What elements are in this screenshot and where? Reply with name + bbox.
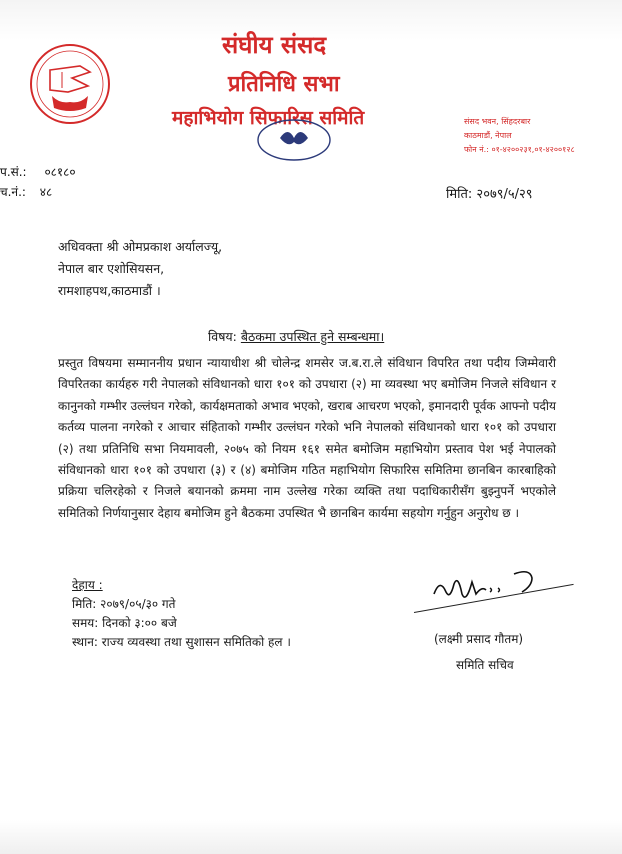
header-house-of-representatives: प्रतिनिधि सभा [228,72,340,97]
emblem-logo [28,42,112,126]
reference-label: प.सं.: [0,165,27,179]
address-city: काठमाडौं, नेपाल [464,131,512,140]
dispatch-number [0,183,52,200]
letter-date: मिति: २०७९/५/२९ [446,187,533,202]
subject-label: विषय: [208,329,237,344]
meeting-date: मिति: २०७९/०५/३० गते [72,597,176,611]
header-federal-parliament: संघीय संसद [222,31,327,59]
dispatch-value: ४८ [39,185,53,199]
recipient-location: रामशाहपथ,काठमाडौं । [58,283,161,298]
meeting-place: स्थान: राज्य व्यवस्था तथा सुशासन समितिको हल । [72,635,291,649]
address-line: संसद भवन, सिंहदरबार [464,117,531,126]
details-heading: देहाय : [72,578,103,592]
recipient-org: नेपाल बार एशोसियसन, [58,261,165,276]
meeting-time: समय: दिनको ३:०० बजे [72,616,177,630]
recipient-name: अधिवक्ता श्री ओमप्रकाश अर्यालज्यू, [58,239,223,254]
header-committee-name: महाभियोग सिफारिस समिति [172,107,365,129]
letter-body: प्रस्तुत विषयमा सम्माननीय प्रधान न्यायाधीश श्री चोलेन्द्र शमसेर ज.ब.रा.ले संविधान विपरित तथा पदीय जिम्मेवारी विपरितका कार्यहरु गरी नेपालको संविधानको धारा १०१ को उपधारा (२) मा व्यवस्था भए बमोजिम निजले संविधान र कानुनको गम्भीर उल्लंघन गरेको, कार्यक्षमताको अभाव भएको, खराब आचरण भएको, इमानदारी पूर्वक आफ्नो पदीय कर्तव्य पालना नगरेको र आचार संहिताको गम्भीर उल्लंघन गरेको भनि नेपालको संविधानको धारा १०१ को उपधारा (२) तथा प्रतिनिधि सभा नियमावली, २०७५ को नियम १६१ समेत बमोजिम महाभियोग प्रस्ताव पेश भई नेपालको संविधानको धारा १०१ को उपधारा (३) र (४) बमोजिम गठित महाभियोग सिफारिस समितिमा छानबिन कारबाहिको प्रक्रिया चलिरहेको र निजले बयानको क्रममा नाम उल्लेख गरेका व्यक्ति तथा पदाधिकारीसँग बुझ्नुपर्ने भएकोले समितिको निर्णयानुसार देहाय बमोजिम हुने बैठकमा उपस्थित भै छानबिन कार्यमा सहयोग गर्नुहुन अनुरोध छ । [58,356,556,520]
signatory-designation: समिति सचिव [456,658,514,672]
reference-number [0,163,76,180]
recipient-address [58,236,222,302]
subject-text: बैठकमा उपस्थित हुने सम्बन्धमा। [240,329,385,344]
reference-value: ०८१८० [44,165,76,179]
subject-line [208,328,384,345]
address-phone: फोन नं.: ०१-४२००२३१,०१-४२००१२८ [464,145,575,154]
signatory-name: (लक्ष्मी प्रसाद गौतम) [434,632,524,646]
dispatch-label: च.नं.: [0,185,26,199]
meeting-details [72,576,291,652]
committee-stamp [228,118,360,178]
